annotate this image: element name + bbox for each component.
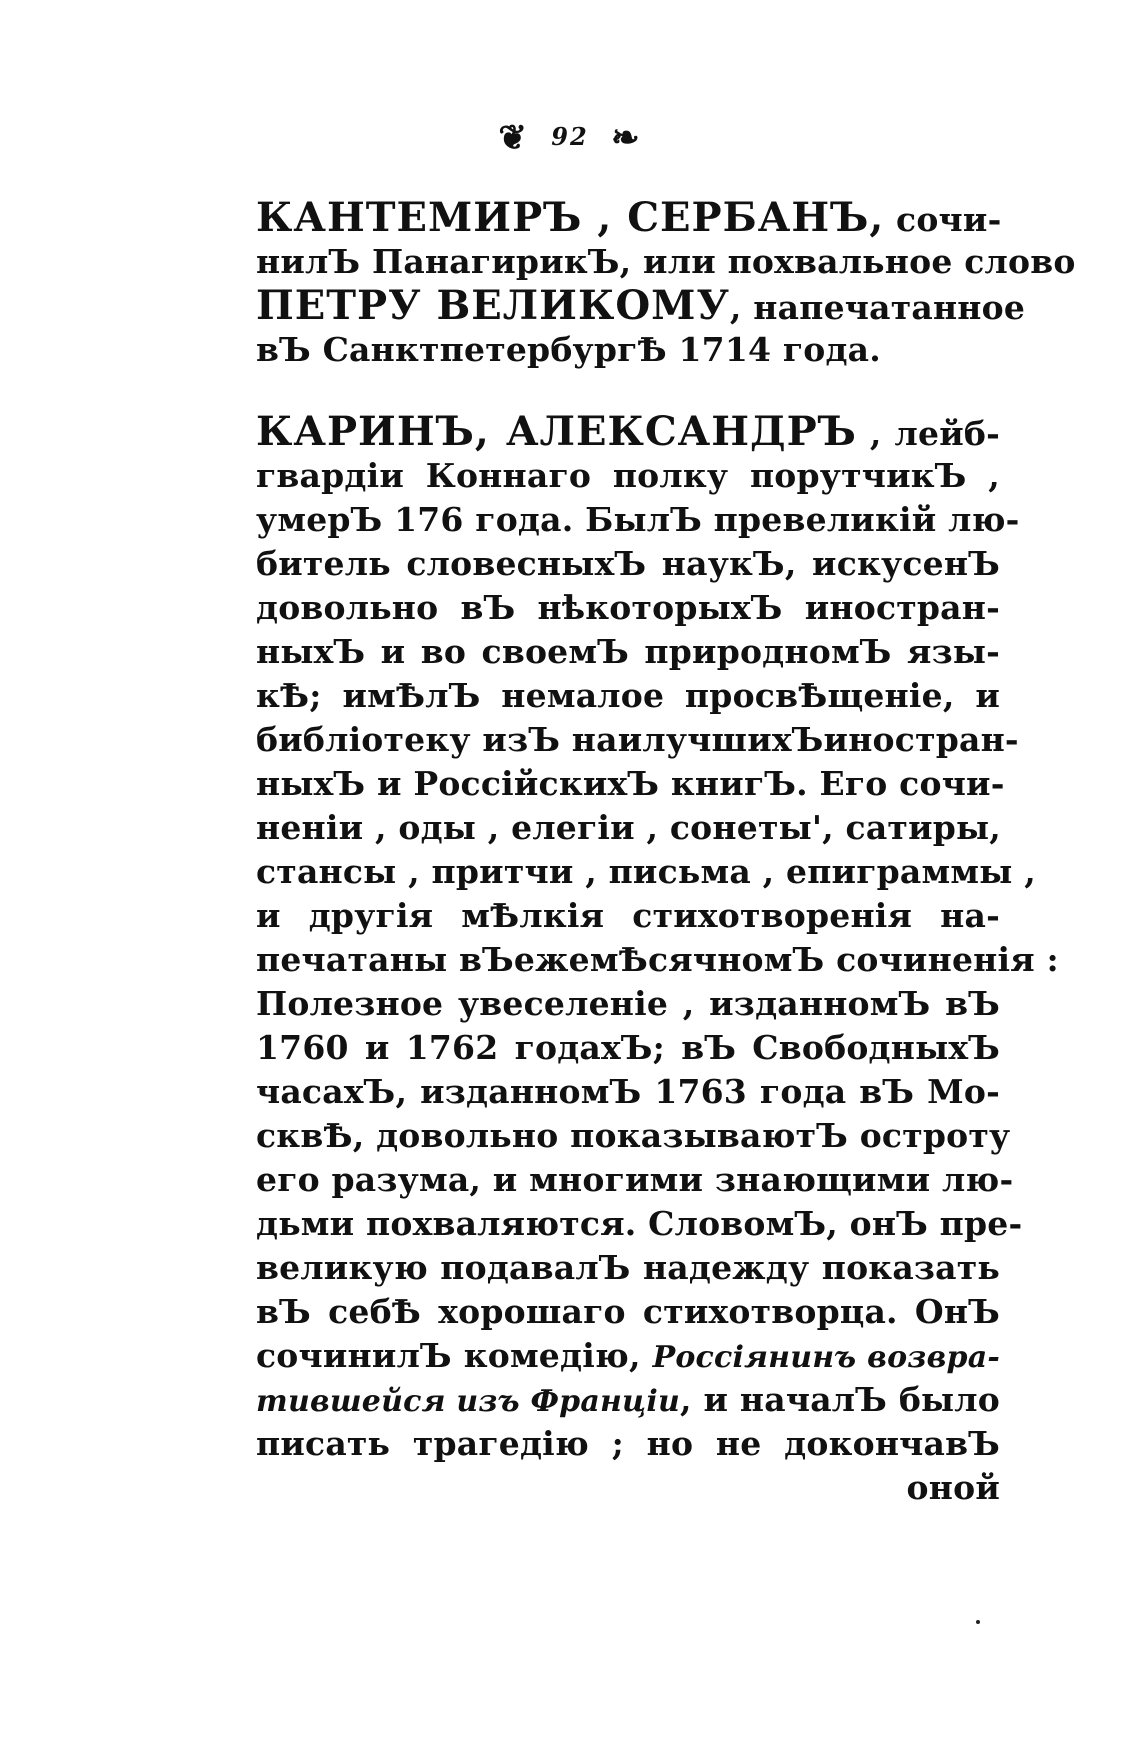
text-segment: стансы , притчи , письма , епиграммы , (256, 852, 1036, 891)
text-segment: , и началЪ было (679, 1380, 1000, 1419)
text-segment: его разума, и многими знающими лю- (256, 1160, 1014, 1199)
text-line (256, 410, 1000, 454)
text-line (256, 1202, 1023, 1246)
text-segment: нилЪ ПанагирикЪ, или похвальное слово (256, 242, 1076, 281)
catchword: оной (906, 1468, 1000, 1507)
text-segment: вЪ СанктпетербургѢ 1714 года. (256, 330, 881, 369)
text-line (256, 1070, 1000, 1114)
text-segment: , напечатанное (729, 288, 1026, 327)
text-line (256, 850, 1036, 894)
text-line (256, 1158, 1014, 1202)
page-number: 92 (551, 122, 589, 151)
text-segment: писать трагедію ; но не докончавЪ (256, 1424, 1000, 1463)
text-line (256, 718, 1019, 762)
text-line (256, 586, 1000, 630)
text-line (256, 1026, 1000, 1070)
ornament-right-icon: ❧ (611, 118, 642, 158)
text-segment: довольно вЪ нѣкоторыхЪ иностран- (256, 588, 1000, 627)
text-line (256, 806, 1000, 850)
entry-kantemir (256, 194, 1076, 372)
text-segment: Полезное увеселеніе , изданномЪ вЪ (256, 984, 1000, 1023)
text-segment: ныхЪ и во своемЪ природномЪ язы- (256, 632, 1000, 671)
text-segment: и другія мѢлкія стихотворенія на- (256, 896, 1000, 935)
text-segment: гвардіи Коннаго полку порутчикЪ , (256, 456, 1000, 495)
text-line (256, 938, 1059, 982)
text-line (256, 498, 1020, 542)
text-segment: часахЪ, изданномЪ 1763 года вЪ Мо- (256, 1072, 1000, 1111)
text-segment: дьми похваляются. СловомЪ, онЪ пре- (256, 1204, 1023, 1243)
text-line (256, 894, 1000, 938)
ornament-left-icon: ❦ (498, 118, 529, 158)
text-line (256, 1334, 1000, 1378)
page-speck (976, 1620, 980, 1624)
text-line (256, 240, 1076, 284)
text-segment: кѢ; имѢлЪ немалое просвѢщеніе, и (256, 676, 1000, 715)
text-segment: вЪ себѢ хорошаго стихотворца. ОнЪ (256, 1292, 1000, 1331)
text-line (256, 1290, 1000, 1334)
text-segment: КАРИНЪ, АЛЕКСАНДРЪ (256, 408, 857, 455)
text-line (256, 282, 1026, 329)
text-segment: ПЕТРУ ВЕЛИКОМУ (256, 282, 730, 329)
text-line (256, 630, 1000, 674)
page-header (0, 118, 1140, 158)
text-segment: умерЪ 176 года. БылЪ превеликій лю- (256, 500, 1020, 539)
text-segment: КАНТЕМИРЪ , СЕРБАНЪ, (256, 194, 885, 241)
text-line (256, 762, 1005, 806)
text-segment: сочи- (884, 200, 1002, 239)
text-line (256, 454, 1000, 498)
text-line (256, 328, 1000, 372)
text-segment: , лейб- (856, 414, 1000, 453)
text-segment: великую подавалЪ надежду показать (256, 1248, 1000, 1287)
text-line (256, 1246, 1000, 1290)
text-segment: библіотеку изЪ наилучшихЪиностран- (256, 720, 1019, 759)
text-line (256, 196, 1000, 240)
text-segment: печатаны вЪежемѢсячномЪ сочиненія : (256, 940, 1059, 979)
text-segment: ныхЪ и РоссійскихЪ книгЪ. Его сочи- (256, 764, 1005, 803)
text-segment: тившейся изъ Франціи (256, 1384, 680, 1419)
text-line (256, 542, 1000, 586)
entry-karin (256, 408, 1059, 1510)
text-segment: битель словесныхЪ наукЪ, искусенЪ (256, 544, 1000, 583)
text-line (256, 1378, 1000, 1422)
text-segment: сочинилЪ комедію, (256, 1336, 653, 1375)
text-segment: 1760 и 1762 годахЪ; вЪ СвободныхЪ (256, 1028, 1000, 1067)
text-line (256, 1422, 1000, 1466)
text-line (256, 1114, 1011, 1158)
text-line (256, 982, 1000, 1026)
text-segment: неніи , оды , елегіи , сонеты', сатиры, (256, 808, 1001, 847)
text-segment: сквѢ, довольно показываютЪ остроту (256, 1116, 1011, 1155)
text-line (256, 674, 1000, 718)
text-segment: Россіянинъ возвра- (652, 1340, 1001, 1375)
